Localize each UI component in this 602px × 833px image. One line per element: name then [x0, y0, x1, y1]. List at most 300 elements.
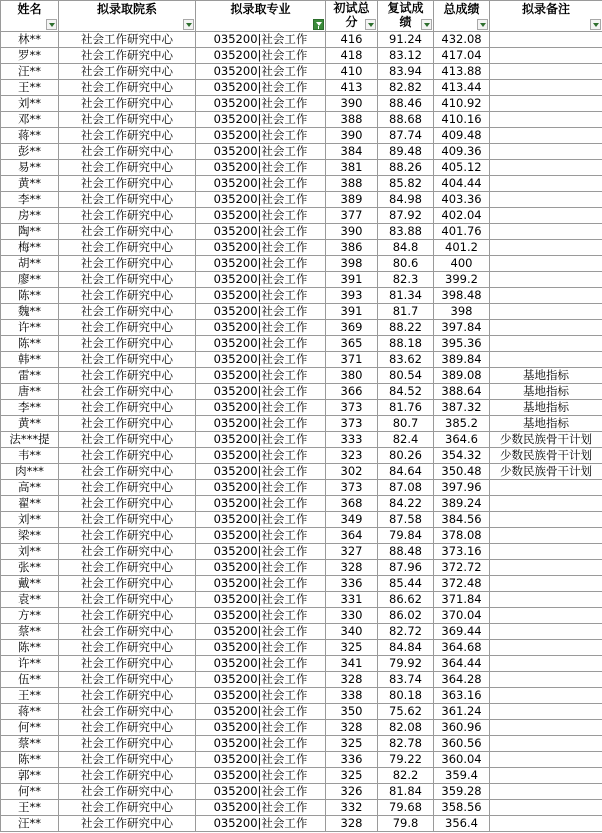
cell-note[interactable] [490, 592, 602, 608]
cell-retest[interactable]: 79.92 [378, 656, 434, 672]
cell-dept[interactable]: 社会工作研究中心 [59, 160, 196, 176]
cell-retest[interactable]: 83.88 [378, 224, 434, 240]
cell-dept[interactable]: 社会工作研究中心 [59, 576, 196, 592]
cell-major[interactable]: 035200|社会工作 [196, 48, 326, 64]
header-major[interactable] [196, 1, 326, 32]
cell-retest[interactable]: 83.62 [378, 352, 434, 368]
cell-total[interactable]: 402.04 [434, 208, 490, 224]
cell-prelim[interactable]: 326 [326, 784, 378, 800]
cell-note[interactable] [490, 176, 602, 192]
cell-major[interactable]: 035200|社会工作 [196, 416, 326, 432]
cell-name[interactable]: 雷** [1, 368, 59, 384]
cell-retest[interactable]: 79.8 [378, 816, 434, 832]
cell-prelim[interactable]: 391 [326, 304, 378, 320]
cell-note[interactable] [490, 608, 602, 624]
cell-retest[interactable]: 82.78 [378, 736, 434, 752]
cell-name[interactable]: 韩** [1, 352, 59, 368]
cell-retest[interactable]: 85.82 [378, 176, 434, 192]
cell-note[interactable] [490, 112, 602, 128]
cell-retest[interactable]: 87.08 [378, 480, 434, 496]
cell-note[interactable] [490, 480, 602, 496]
cell-prelim[interactable]: 328 [326, 672, 378, 688]
cell-name[interactable]: 易** [1, 160, 59, 176]
cell-prelim[interactable]: 373 [326, 480, 378, 496]
cell-note[interactable] [490, 704, 602, 720]
cell-prelim[interactable]: 390 [326, 224, 378, 240]
cell-dept[interactable]: 社会工作研究中心 [59, 112, 196, 128]
cell-major[interactable]: 035200|社会工作 [196, 816, 326, 832]
cell-retest[interactable]: 79.68 [378, 800, 434, 816]
cell-retest[interactable]: 88.46 [378, 96, 434, 112]
header-name[interactable] [1, 1, 59, 32]
cell-total[interactable]: 409.36 [434, 144, 490, 160]
cell-retest[interactable]: 80.18 [378, 688, 434, 704]
cell-dept[interactable]: 社会工作研究中心 [59, 704, 196, 720]
cell-retest[interactable]: 81.76 [378, 400, 434, 416]
cell-prelim[interactable]: 373 [326, 416, 378, 432]
cell-major[interactable]: 035200|社会工作 [196, 96, 326, 112]
cell-dept[interactable]: 社会工作研究中心 [59, 432, 196, 448]
cell-retest[interactable]: 84.22 [378, 496, 434, 512]
cell-note[interactable] [490, 64, 602, 80]
cell-retest[interactable]: 89.48 [378, 144, 434, 160]
cell-dept[interactable]: 社会工作研究中心 [59, 816, 196, 832]
cell-total[interactable]: 359.28 [434, 784, 490, 800]
cell-note[interactable] [490, 160, 602, 176]
cell-major[interactable]: 035200|社会工作 [196, 560, 326, 576]
cell-prelim[interactable]: 340 [326, 624, 378, 640]
cell-retest[interactable]: 82.72 [378, 624, 434, 640]
cell-dept[interactable]: 社会工作研究中心 [59, 96, 196, 112]
cell-major[interactable]: 035200|社会工作 [196, 240, 326, 256]
cell-note[interactable] [490, 320, 602, 336]
cell-total[interactable]: 405.12 [434, 160, 490, 176]
cell-retest[interactable]: 75.62 [378, 704, 434, 720]
cell-total[interactable]: 397.84 [434, 320, 490, 336]
cell-major[interactable]: 035200|社会工作 [196, 576, 326, 592]
cell-major[interactable]: 035200|社会工作 [196, 160, 326, 176]
cell-name[interactable]: 王** [1, 80, 59, 96]
cell-total[interactable]: 388.64 [434, 384, 490, 400]
cell-name[interactable]: 林** [1, 32, 59, 48]
filter-dropdown-icon[interactable] [590, 19, 601, 30]
cell-name[interactable]: 王** [1, 800, 59, 816]
cell-note[interactable]: 基地指标 [490, 416, 602, 432]
cell-prelim[interactable]: 389 [326, 192, 378, 208]
cell-name[interactable]: 陈** [1, 640, 59, 656]
cell-prelim[interactable]: 365 [326, 336, 378, 352]
cell-major[interactable]: 035200|社会工作 [196, 224, 326, 240]
cell-retest[interactable]: 82.82 [378, 80, 434, 96]
cell-dept[interactable]: 社会工作研究中心 [59, 208, 196, 224]
filter-dropdown-icon[interactable] [365, 19, 376, 30]
cell-note[interactable]: 基地指标 [490, 400, 602, 416]
cell-total[interactable]: 410.92 [434, 96, 490, 112]
filter-dropdown-icon[interactable] [421, 19, 432, 30]
cell-prelim[interactable]: 390 [326, 96, 378, 112]
cell-dept[interactable]: 社会工作研究中心 [59, 784, 196, 800]
cell-total[interactable]: 413.88 [434, 64, 490, 80]
cell-dept[interactable]: 社会工作研究中心 [59, 720, 196, 736]
cell-prelim[interactable]: 325 [326, 736, 378, 752]
cell-total[interactable]: 399.2 [434, 272, 490, 288]
cell-name[interactable]: 郭** [1, 768, 59, 784]
cell-major[interactable]: 035200|社会工作 [196, 512, 326, 528]
cell-major[interactable]: 035200|社会工作 [196, 64, 326, 80]
cell-note[interactable] [490, 144, 602, 160]
cell-prelim[interactable]: 336 [326, 752, 378, 768]
cell-retest[interactable]: 87.96 [378, 560, 434, 576]
cell-name[interactable]: 刘** [1, 544, 59, 560]
cell-note[interactable] [490, 96, 602, 112]
cell-note[interactable] [490, 752, 602, 768]
cell-retest[interactable]: 88.48 [378, 544, 434, 560]
cell-name[interactable]: 陈** [1, 288, 59, 304]
cell-total[interactable]: 360.96 [434, 720, 490, 736]
cell-total[interactable]: 389.84 [434, 352, 490, 368]
cell-note[interactable] [490, 208, 602, 224]
cell-retest[interactable]: 80.54 [378, 368, 434, 384]
cell-name[interactable]: 方** [1, 608, 59, 624]
cell-prelim[interactable]: 350 [326, 704, 378, 720]
cell-prelim[interactable]: 336 [326, 576, 378, 592]
cell-major[interactable]: 035200|社会工作 [196, 784, 326, 800]
cell-dept[interactable]: 社会工作研究中心 [59, 288, 196, 304]
cell-major[interactable]: 035200|社会工作 [196, 656, 326, 672]
cell-name[interactable]: 李** [1, 400, 59, 416]
cell-note[interactable] [490, 640, 602, 656]
cell-prelim[interactable]: 393 [326, 288, 378, 304]
cell-major[interactable]: 035200|社会工作 [196, 80, 326, 96]
cell-note[interactable]: 基地指标 [490, 368, 602, 384]
cell-retest[interactable]: 84.84 [378, 640, 434, 656]
cell-total[interactable]: 387.32 [434, 400, 490, 416]
cell-note[interactable] [490, 784, 602, 800]
cell-dept[interactable]: 社会工作研究中心 [59, 512, 196, 528]
cell-name[interactable]: 廖** [1, 272, 59, 288]
cell-note[interactable] [490, 800, 602, 816]
header-retest[interactable] [378, 1, 434, 32]
cell-major[interactable]: 035200|社会工作 [196, 432, 326, 448]
cell-total[interactable]: 360.04 [434, 752, 490, 768]
cell-dept[interactable]: 社会工作研究中心 [59, 640, 196, 656]
cell-name[interactable]: 刘** [1, 512, 59, 528]
cell-name[interactable]: 何** [1, 784, 59, 800]
cell-retest[interactable]: 84.98 [378, 192, 434, 208]
cell-note[interactable] [490, 688, 602, 704]
cell-major[interactable]: 035200|社会工作 [196, 272, 326, 288]
cell-note[interactable] [490, 304, 602, 320]
cell-note[interactable] [490, 224, 602, 240]
cell-retest[interactable]: 87.92 [378, 208, 434, 224]
cell-major[interactable]: 035200|社会工作 [196, 768, 326, 784]
cell-retest[interactable]: 91.24 [378, 32, 434, 48]
filter-dropdown-icon[interactable] [183, 19, 194, 30]
cell-major[interactable]: 035200|社会工作 [196, 112, 326, 128]
cell-name[interactable]: 蒋** [1, 704, 59, 720]
cell-total[interactable]: 363.16 [434, 688, 490, 704]
cell-prelim[interactable]: 364 [326, 528, 378, 544]
cell-major[interactable]: 035200|社会工作 [196, 592, 326, 608]
cell-retest[interactable]: 83.74 [378, 672, 434, 688]
filter-funnel-icon[interactable] [313, 19, 324, 30]
cell-major[interactable]: 035200|社会工作 [196, 384, 326, 400]
cell-retest[interactable]: 82.3 [378, 272, 434, 288]
cell-major[interactable]: 035200|社会工作 [196, 208, 326, 224]
cell-dept[interactable]: 社会工作研究中心 [59, 64, 196, 80]
cell-retest[interactable]: 84.8 [378, 240, 434, 256]
cell-prelim[interactable]: 331 [326, 592, 378, 608]
cell-note[interactable] [490, 816, 602, 832]
cell-total[interactable]: 372.48 [434, 576, 490, 592]
cell-retest[interactable]: 83.94 [378, 64, 434, 80]
cell-major[interactable]: 035200|社会工作 [196, 256, 326, 272]
cell-name[interactable]: 张** [1, 560, 59, 576]
cell-total[interactable]: 432.08 [434, 32, 490, 48]
cell-retest[interactable]: 88.18 [378, 336, 434, 352]
cell-note[interactable] [490, 256, 602, 272]
cell-total[interactable]: 385.2 [434, 416, 490, 432]
cell-major[interactable]: 035200|社会工作 [196, 128, 326, 144]
cell-name[interactable]: 胡** [1, 256, 59, 272]
cell-major[interactable]: 035200|社会工作 [196, 352, 326, 368]
cell-major[interactable]: 035200|社会工作 [196, 496, 326, 512]
cell-name[interactable]: 许** [1, 320, 59, 336]
cell-dept[interactable]: 社会工作研究中心 [59, 480, 196, 496]
cell-name[interactable]: 李** [1, 192, 59, 208]
cell-name[interactable]: 蒋** [1, 128, 59, 144]
cell-total[interactable]: 397.96 [434, 480, 490, 496]
cell-note[interactable]: 基地指标 [490, 384, 602, 400]
cell-dept[interactable]: 社会工作研究中心 [59, 464, 196, 480]
cell-name[interactable]: 彭** [1, 144, 59, 160]
cell-major[interactable]: 035200|社会工作 [196, 688, 326, 704]
cell-major[interactable]: 035200|社会工作 [196, 672, 326, 688]
cell-dept[interactable]: 社会工作研究中心 [59, 192, 196, 208]
cell-total[interactable]: 354.32 [434, 448, 490, 464]
cell-retest[interactable]: 88.68 [378, 112, 434, 128]
cell-major[interactable]: 035200|社会工作 [196, 304, 326, 320]
cell-total[interactable]: 389.08 [434, 368, 490, 384]
cell-total[interactable]: 417.04 [434, 48, 490, 64]
cell-note[interactable] [490, 528, 602, 544]
cell-prelim[interactable]: 384 [326, 144, 378, 160]
cell-dept[interactable]: 社会工作研究中心 [59, 496, 196, 512]
cell-total[interactable]: 369.44 [434, 624, 490, 640]
cell-name[interactable]: 法***提 [1, 432, 59, 448]
cell-name[interactable]: 何** [1, 720, 59, 736]
cell-note[interactable] [490, 352, 602, 368]
cell-prelim[interactable]: 328 [326, 816, 378, 832]
cell-note[interactable] [490, 192, 602, 208]
cell-major[interactable]: 035200|社会工作 [196, 608, 326, 624]
cell-total[interactable]: 361.24 [434, 704, 490, 720]
cell-major[interactable]: 035200|社会工作 [196, 624, 326, 640]
cell-note[interactable] [490, 128, 602, 144]
cell-retest[interactable]: 87.58 [378, 512, 434, 528]
cell-major[interactable]: 035200|社会工作 [196, 176, 326, 192]
cell-prelim[interactable]: 388 [326, 112, 378, 128]
cell-prelim[interactable]: 327 [326, 544, 378, 560]
cell-prelim[interactable]: 302 [326, 464, 378, 480]
cell-prelim[interactable]: 332 [326, 800, 378, 816]
cell-dept[interactable]: 社会工作研究中心 [59, 800, 196, 816]
cell-note[interactable] [490, 672, 602, 688]
cell-dept[interactable]: 社会工作研究中心 [59, 768, 196, 784]
cell-note[interactable]: 少数民族骨干计划 [490, 448, 602, 464]
cell-total[interactable]: 356.4 [434, 816, 490, 832]
header-note[interactable] [490, 1, 602, 32]
cell-dept[interactable]: 社会工作研究中心 [59, 352, 196, 368]
cell-major[interactable]: 035200|社会工作 [196, 368, 326, 384]
cell-retest[interactable]: 88.22 [378, 320, 434, 336]
cell-prelim[interactable]: 390 [326, 128, 378, 144]
cell-name[interactable]: 伍** [1, 672, 59, 688]
cell-major[interactable]: 035200|社会工作 [196, 400, 326, 416]
cell-name[interactable]: 蔡** [1, 624, 59, 640]
cell-total[interactable]: 359.4 [434, 768, 490, 784]
cell-prelim[interactable]: 371 [326, 352, 378, 368]
cell-retest[interactable]: 79.22 [378, 752, 434, 768]
filter-dropdown-icon[interactable] [477, 19, 488, 30]
cell-major[interactable]: 035200|社会工作 [196, 544, 326, 560]
cell-note[interactable] [490, 576, 602, 592]
cell-dept[interactable]: 社会工作研究中心 [59, 32, 196, 48]
cell-major[interactable]: 035200|社会工作 [196, 464, 326, 480]
cell-major[interactable]: 035200|社会工作 [196, 192, 326, 208]
cell-total[interactable]: 364.28 [434, 672, 490, 688]
cell-retest[interactable]: 83.12 [378, 48, 434, 64]
cell-total[interactable]: 370.04 [434, 608, 490, 624]
cell-prelim[interactable]: 410 [326, 64, 378, 80]
cell-name[interactable]: 韦** [1, 448, 59, 464]
cell-dept[interactable]: 社会工作研究中心 [59, 384, 196, 400]
cell-retest[interactable]: 88.26 [378, 160, 434, 176]
cell-prelim[interactable]: 328 [326, 720, 378, 736]
cell-retest[interactable]: 86.62 [378, 592, 434, 608]
cell-major[interactable]: 035200|社会工作 [196, 320, 326, 336]
cell-prelim[interactable]: 366 [326, 384, 378, 400]
cell-prelim[interactable]: 391 [326, 272, 378, 288]
cell-prelim[interactable]: 386 [326, 240, 378, 256]
cell-dept[interactable]: 社会工作研究中心 [59, 656, 196, 672]
cell-total[interactable]: 404.44 [434, 176, 490, 192]
cell-prelim[interactable]: 380 [326, 368, 378, 384]
cell-retest[interactable]: 80.6 [378, 256, 434, 272]
cell-name[interactable]: 汪** [1, 816, 59, 832]
cell-note[interactable]: 少数民族骨干计划 [490, 464, 602, 480]
header-prelim[interactable] [326, 1, 378, 32]
cell-retest[interactable]: 82.4 [378, 432, 434, 448]
cell-total[interactable]: 378.08 [434, 528, 490, 544]
cell-retest[interactable]: 80.26 [378, 448, 434, 464]
cell-dept[interactable]: 社会工作研究中心 [59, 672, 196, 688]
cell-retest[interactable]: 86.02 [378, 608, 434, 624]
cell-dept[interactable]: 社会工作研究中心 [59, 688, 196, 704]
cell-total[interactable]: 400 [434, 256, 490, 272]
cell-retest[interactable]: 80.7 [378, 416, 434, 432]
cell-total[interactable]: 364.6 [434, 432, 490, 448]
cell-note[interactable] [490, 768, 602, 784]
cell-total[interactable]: 401.2 [434, 240, 490, 256]
cell-name[interactable]: 梅** [1, 240, 59, 256]
cell-name[interactable]: 肉*** [1, 464, 59, 480]
cell-prelim[interactable]: 323 [326, 448, 378, 464]
cell-prelim[interactable]: 338 [326, 688, 378, 704]
cell-major[interactable]: 035200|社会工作 [196, 528, 326, 544]
cell-note[interactable] [490, 736, 602, 752]
cell-name[interactable]: 汪** [1, 64, 59, 80]
cell-major[interactable]: 035200|社会工作 [196, 800, 326, 816]
cell-total[interactable]: 371.84 [434, 592, 490, 608]
cell-total[interactable]: 413.44 [434, 80, 490, 96]
cell-dept[interactable]: 社会工作研究中心 [59, 80, 196, 96]
cell-retest[interactable]: 82.08 [378, 720, 434, 736]
cell-retest[interactable]: 79.84 [378, 528, 434, 544]
cell-retest[interactable]: 84.52 [378, 384, 434, 400]
cell-name[interactable]: 魏** [1, 304, 59, 320]
cell-name[interactable]: 蔡** [1, 736, 59, 752]
cell-major[interactable]: 035200|社会工作 [196, 32, 326, 48]
cell-name[interactable]: 刘** [1, 96, 59, 112]
cell-prelim[interactable]: 341 [326, 656, 378, 672]
cell-dept[interactable]: 社会工作研究中心 [59, 416, 196, 432]
cell-dept[interactable]: 社会工作研究中心 [59, 320, 196, 336]
cell-name[interactable]: 房** [1, 208, 59, 224]
cell-dept[interactable]: 社会工作研究中心 [59, 176, 196, 192]
cell-dept[interactable]: 社会工作研究中心 [59, 448, 196, 464]
cell-dept[interactable]: 社会工作研究中心 [59, 256, 196, 272]
cell-total[interactable]: 410.16 [434, 112, 490, 128]
cell-dept[interactable]: 社会工作研究中心 [59, 608, 196, 624]
cell-dept[interactable]: 社会工作研究中心 [59, 144, 196, 160]
cell-prelim[interactable]: 349 [326, 512, 378, 528]
cell-note[interactable] [490, 80, 602, 96]
cell-name[interactable]: 陶** [1, 224, 59, 240]
cell-total[interactable]: 350.48 [434, 464, 490, 480]
cell-dept[interactable]: 社会工作研究中心 [59, 240, 196, 256]
cell-prelim[interactable]: 381 [326, 160, 378, 176]
cell-retest[interactable]: 87.74 [378, 128, 434, 144]
cell-total[interactable]: 401.76 [434, 224, 490, 240]
cell-major[interactable]: 035200|社会工作 [196, 704, 326, 720]
cell-dept[interactable]: 社会工作研究中心 [59, 736, 196, 752]
cell-prelim[interactable]: 413 [326, 80, 378, 96]
cell-name[interactable]: 梁** [1, 528, 59, 544]
cell-dept[interactable]: 社会工作研究中心 [59, 304, 196, 320]
cell-dept[interactable]: 社会工作研究中心 [59, 592, 196, 608]
cell-prelim[interactable]: 369 [326, 320, 378, 336]
cell-total[interactable]: 403.36 [434, 192, 490, 208]
cell-prelim[interactable]: 373 [326, 400, 378, 416]
cell-note[interactable] [490, 272, 602, 288]
cell-total[interactable]: 398.48 [434, 288, 490, 304]
cell-prelim[interactable]: 368 [326, 496, 378, 512]
filter-dropdown-icon[interactable] [46, 19, 57, 30]
cell-dept[interactable]: 社会工作研究中心 [59, 368, 196, 384]
cell-retest[interactable]: 82.2 [378, 768, 434, 784]
cell-major[interactable]: 035200|社会工作 [196, 336, 326, 352]
cell-major[interactable]: 035200|社会工作 [196, 752, 326, 768]
cell-retest[interactable]: 81.7 [378, 304, 434, 320]
cell-dept[interactable]: 社会工作研究中心 [59, 48, 196, 64]
cell-major[interactable]: 035200|社会工作 [196, 448, 326, 464]
cell-prelim[interactable]: 418 [326, 48, 378, 64]
cell-note[interactable] [490, 560, 602, 576]
cell-total[interactable]: 398 [434, 304, 490, 320]
cell-total[interactable]: 384.56 [434, 512, 490, 528]
cell-note[interactable] [490, 656, 602, 672]
